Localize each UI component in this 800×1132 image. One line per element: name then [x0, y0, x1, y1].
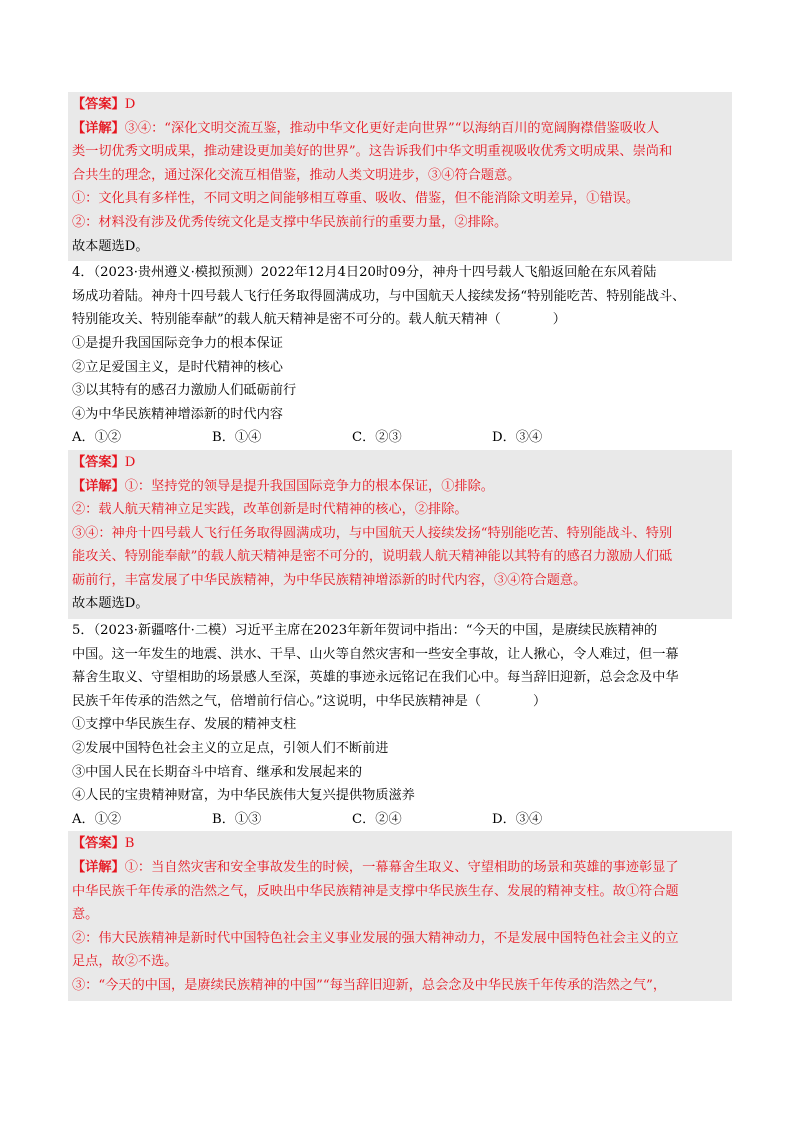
conclusion-line: 故本题选D。 — [72, 596, 149, 612]
answer-line — [72, 93, 728, 117]
choices-row — [72, 426, 728, 450]
option-item: ①支撑中华民族生存、发展的精神支柱 — [72, 717, 297, 733]
option-item: ②发展中国特色社会主义的立足点，引领人们不断前进 — [72, 741, 389, 757]
answer-value: B — [124, 836, 135, 852]
explain-line: 能攻关、特别能奉献”的载人航天精神是密不可分的，说明载人航天精神能以其特有的感召力激励人们砥 — [72, 549, 673, 565]
answer-value: D — [124, 454, 136, 470]
explain-tag: 【详解】 — [72, 120, 125, 136]
option-item: ④为中华民族精神增添新的时代内容 — [72, 406, 283, 422]
explain-line — [72, 475, 728, 499]
choice-b: B．①④ — [212, 430, 262, 446]
question-stem-close: ） — [532, 693, 547, 709]
question-5 — [72, 619, 728, 831]
explain-text: ①：当自然灾害和安全事故发生的时候，一幕幕舍生取义、守望相助的场景和英雄的事迹彰显了 — [124, 860, 679, 875]
explain-line: 类一切优秀文明成果，推动建设更加美好的世界”。这告诉我们中华文明重视吸收优秀文明成果、崇尚和 — [72, 144, 673, 160]
document-page — [72, 92, 728, 1001]
question-stem-text: 民族千年传承的浩然之气，倍增前行信心。”这说明，中华民族精神是（ — [72, 693, 481, 709]
option-item: ④人民的宝贵精神财富，为中华民族伟大复兴提供物质滋养 — [72, 788, 415, 804]
choice-a: A．①② — [72, 811, 122, 827]
answer-tag: 【答案】 — [72, 836, 125, 852]
answer-tag: 【答案】 — [72, 454, 125, 470]
choice-c: C．②③ — [352, 430, 402, 446]
explain-line — [72, 117, 728, 141]
answer-line — [72, 832, 728, 856]
question-stem-line: 幕舍生取义、守望相助的场景感人至深，英雄的事迹永远铭记在我们心中。每当辞旧迎新，总会念及中华 — [72, 670, 679, 686]
explain-line: ③：“今天的中国，是赓续民族精神的中国”“每当辞旧迎新，总会念及中华民族千年传承的浩然之气”， — [72, 977, 667, 993]
explain-line: 中华民族千年传承的浩然之气，反映出中华民族精神是支撑中华民族生存、发展的精神支柱。故①符合题 — [72, 883, 679, 899]
answer-tag: 【答案】 — [72, 97, 125, 112]
explain-line: 意。 — [72, 907, 99, 923]
question-stem-line — [72, 690, 728, 714]
explain-line: 砺前行，丰富发展了中华民族精神，为中华民族精神增添新的时代内容，③④符合题意。 — [72, 572, 587, 588]
conclusion-line: 故本题选D。 — [72, 238, 149, 254]
option-item: ②立足爱国主义，是时代精神的核心 — [72, 359, 283, 375]
explain-tag: 【详解】 — [72, 478, 125, 494]
question-4 — [72, 261, 728, 450]
question-stem-line: 4．（2023·贵州遵义·模拟预测）2022年12月4日20时09分，神舟十四号载人飞船返回舱在东风着陆 — [72, 265, 657, 281]
question-stem-close: ） — [552, 312, 566, 328]
explain-tag: 【详解】 — [72, 860, 125, 875]
explain-line — [72, 856, 728, 880]
question-stem-line — [72, 308, 728, 332]
explain-line: 合共生的理念，通过深化交流互相借鉴，推动人类文明进步，③④符合题意。 — [72, 167, 521, 183]
question-stem-line: 场成功着陆。神舟十四号载人飞行任务取得圆满成功，与中国航天人接续发扬“特别能吃苦、特别能战斗、 — [72, 288, 686, 304]
question-stem-line: 中国。这一年发生的地震、洪水、干旱、山火等自然灾害和一些安全事故，让人揪心，令人难过，但一幕 — [72, 646, 679, 662]
choice-d: D．③④ — [492, 430, 543, 446]
question-stem-text: 特别能攻关、特别能奉献”的载人航天精神是密不可分的。载人航天精神（ — [72, 312, 501, 328]
explain-line: ③④：神舟十四号载人飞行任务取得圆满成功，与中国航天人接续发扬“特别能吃苦、特别能战斗、特别 — [72, 525, 673, 541]
choices-row — [72, 808, 728, 832]
answer-line — [72, 451, 728, 475]
answer-value: D — [124, 97, 136, 112]
choice-b: B．①③ — [212, 811, 262, 827]
option-item: ③中国人民在长期奋斗中培育、继承和发展起来的 — [72, 764, 363, 780]
answer-block-q3 — [68, 92, 732, 261]
explain-line: ②：伟大民族精神是新时代中国特色社会主义事业发展的强大精神动力，不是发展中国特色社会主义的立 — [72, 930, 679, 946]
question-stem-line: 5．（2023·新疆喀什·二模）习近平主席在2023年新年贺词中指出：“今天的中国，是赓续民族精神的 — [72, 623, 658, 639]
explain-line: ②：载人航天精神立足实践，改革创新是时代精神的核心，②排除。 — [72, 502, 468, 518]
answer-block-q4 — [68, 450, 732, 619]
explain-line: ①：文化具有多样性，不同文明之间能够相互尊重、吸收、借鉴，但不能消除文明差异，①错误。 — [72, 191, 640, 207]
option-item: ①是提升我国国际竞争力的根本保证 — [72, 335, 283, 351]
explain-text: ①：坚持党的领导是提升我国国际竞争力的根本保证，①排除。 — [124, 478, 494, 494]
option-item: ③以其特有的感召力激励人们砥砺前行 — [72, 383, 297, 399]
choice-d: D．③④ — [492, 811, 543, 827]
explain-line: ②：材料没有涉及优秀传统文化是支撑中华民族前行的重要力量，②排除。 — [72, 214, 508, 230]
answer-block-q5 — [68, 831, 732, 1000]
choice-a: A．①② — [72, 430, 122, 446]
explain-text: ③④：“深化文明交流互鉴，推动中华文化更好走向世界”“以海纳百川的宽阔胸襟借鉴吸收人 — [124, 120, 660, 136]
explain-line: 足点，故②不选。 — [72, 954, 178, 970]
choice-c: C．②④ — [352, 811, 402, 827]
